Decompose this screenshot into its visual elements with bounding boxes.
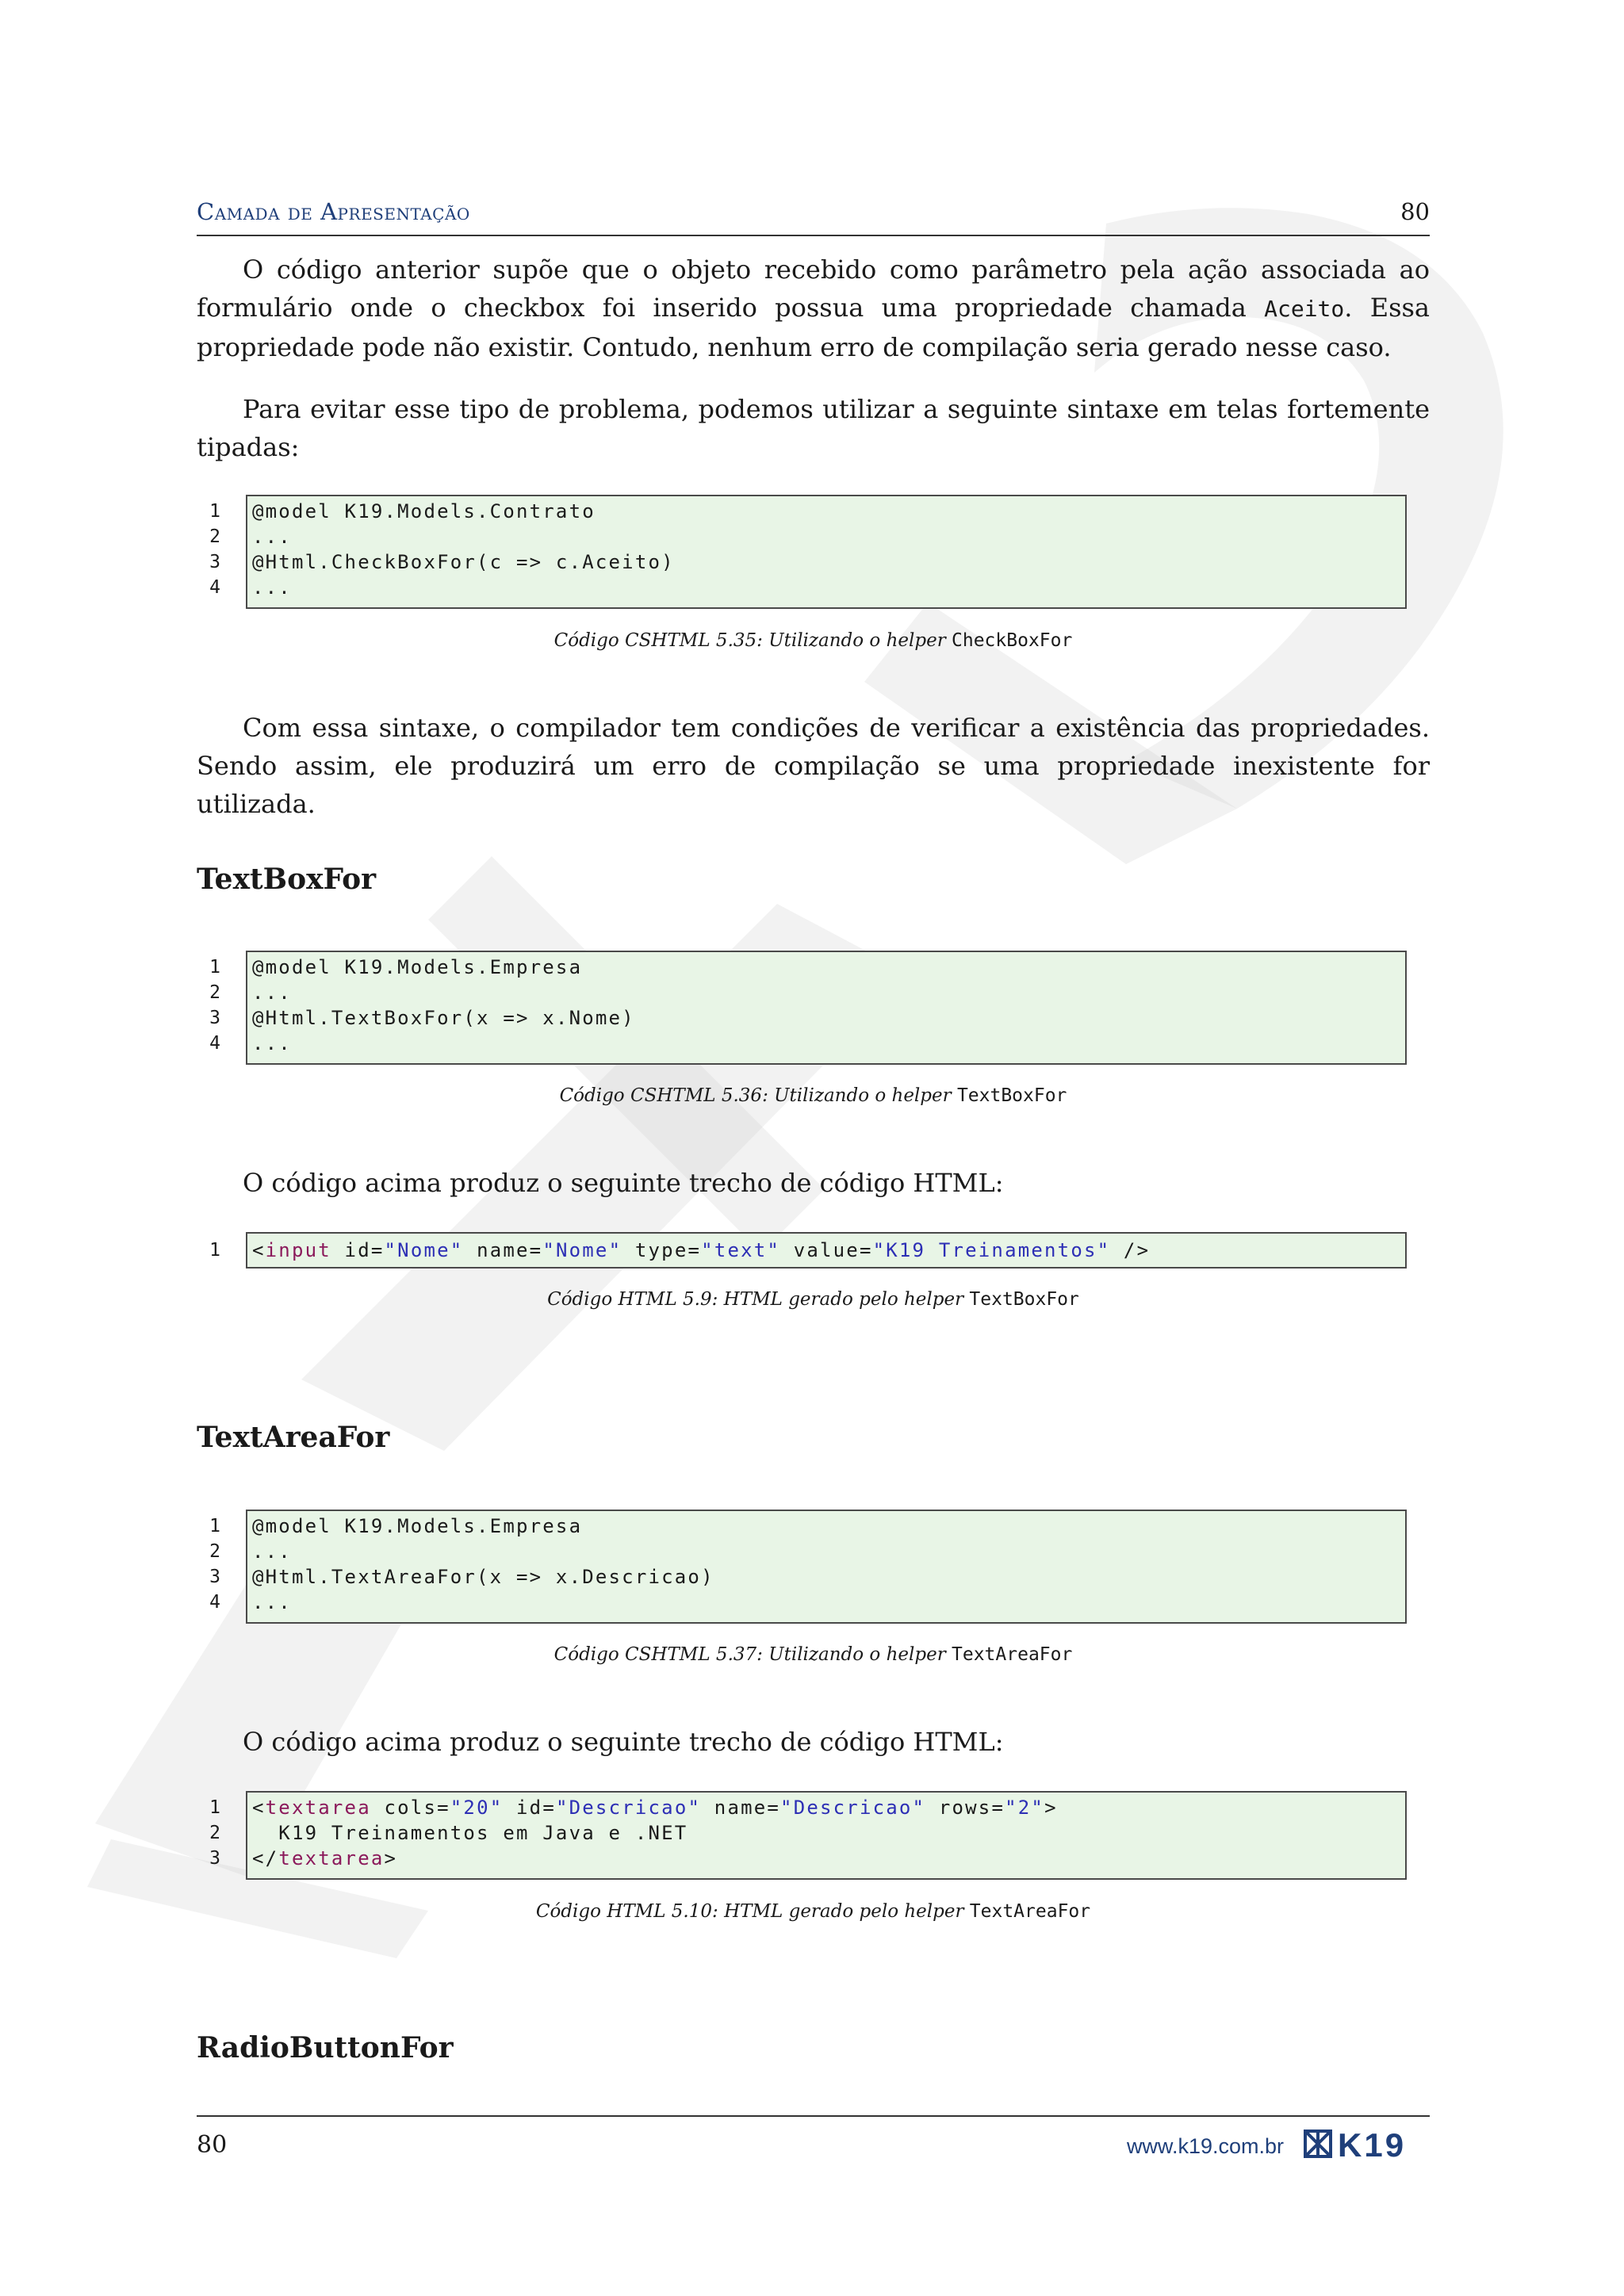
paragraph-html-output-1: O código acima produz o seguinte trecho de código HTML: [243,1168,1004,1198]
k19-logo [1303,2126,1430,2161]
line-number: 1 [209,957,220,978]
token-string: "Nome" [384,1239,464,1261]
token: rows= [925,1797,1005,1819]
token: id= [331,1239,385,1261]
intro-paragraph-2: Para evitar esse tipo de problema, podemos utilizar a seguinte sintaxe em telas fortemente tipadas: [197,394,1430,462]
intro-text-a: O código anterior supõe que o objeto recebido como parâmetro pela ação associada ao formulário onde o checkbox foi inserido possua uma propriedade chamada [197,254,1430,323]
code-line [197,1795,1430,1820]
line-number: 3 [209,1848,220,1869]
token-tag: input [265,1239,331,1261]
code-text [252,1846,397,1871]
token-string: "20" [450,1797,504,1819]
code-line [197,499,1430,524]
code-text: ... [252,526,292,548]
token: id= [503,1797,556,1819]
token: type= [622,1239,702,1261]
heading-radiobuttonfor: RadioButtonFor [197,2031,454,2064]
code-line [197,1820,1430,1846]
code-line [197,1031,1430,1056]
code-text: ... [252,576,292,599]
caption-text: Código CSHTML 5.36: Utilizando o helper [559,1085,952,1106]
token-string: "2" [1005,1797,1045,1819]
caption-5-37 [197,1644,1430,1665]
line-number: 2 [209,1823,220,1843]
footer-url-link[interactable]: www.k19.com.br [1126,2134,1284,2158]
line-number: 2 [209,526,220,547]
token: name= [463,1239,543,1261]
inline-code-aceito: Aceito [1264,296,1345,322]
code-line [197,1513,1430,1539]
line-number: 3 [209,1008,220,1028]
code-line [197,1539,1430,1564]
caption-code: TextAreaFor [952,1644,1073,1665]
token: < [252,1797,266,1819]
code-line [197,575,1430,600]
chapter-title: Camada de Apresentação [197,198,470,225]
code-line [197,524,1430,549]
code-text: ... [252,1591,292,1613]
line-number: 2 [209,982,220,1003]
token-string: "text" [701,1239,781,1261]
caption-code: CheckBoxFor [952,630,1073,651]
token: </ [252,1847,279,1869]
token-string: "Descricao" [555,1797,702,1819]
code-line [197,1005,1430,1031]
footer-rule [197,2115,1430,2117]
token: > [384,1847,398,1869]
token: < [252,1239,266,1261]
code-text: @Html.CheckBoxFor(c => c.Aceito) [252,551,675,573]
line-number: 3 [209,552,220,572]
code-text [252,1238,1150,1263]
token: /> [1110,1239,1151,1261]
caption-code: TextBoxFor [956,1085,1067,1106]
code-text: @model K19.Models.Contrato [252,500,596,522]
code-line [197,1590,1430,1615]
footer-page-number: 80 [197,2131,228,2159]
heading-textboxfor: TextBoxFor [197,863,377,896]
caption-html-5-10 [197,1901,1430,1922]
caption-code: TextBoxFor [969,1289,1079,1310]
caption-text: Código HTML 5.9: HTML gerado pelo helper [547,1289,964,1310]
code-line [197,1564,1430,1590]
code-text: ... [252,1032,292,1054]
code-line [197,1846,1430,1871]
code-text [252,1795,1058,1820]
caption-text: Código HTML 5.10: HTML gerado pelo helper [535,1901,964,1922]
caption-html-5-9 [197,1289,1430,1310]
intro-paragraph-1 [197,251,1430,366]
caption-text: Código CSHTML 5.35: Utilizando o helper [553,630,946,651]
token-string: "K19 Treinamentos" [872,1239,1111,1261]
intro-text-b: . Essa propriedade pode não existir. Contudo, nenhum erro de compilação seria gerado nesse caso. [197,293,1431,362]
code-text: @Html.TextAreaFor(x => x.Descricao) [252,1566,714,1588]
code-line [197,955,1430,980]
code-text: ... [252,982,292,1004]
k19-logo-text: K19 [1338,2126,1407,2161]
token-string: "Nome" [542,1239,622,1261]
paragraph-compiler-check: Com essa sintaxe, o compilador tem condições de verificar a existência das propriedades. Sendo assim, ele produzirá um erro de compilação se uma propriedade inexistente for utilizada. [197,713,1430,819]
caption-code: TextAreaFor [969,1901,1091,1922]
line-number: 1 [209,1240,220,1261]
paragraph-html-output-2: O código acima produz o seguinte trecho de código HTML: [243,1727,1004,1757]
code-line [197,980,1430,1005]
line-number: 1 [209,1797,220,1818]
code-text: @Html.TextBoxFor(x => x.Nome) [252,1007,635,1029]
code-text: @model K19.Models.Empresa [252,956,583,978]
heading-textareafor: TextAreaFor [197,1421,390,1454]
line-number: 4 [209,1033,220,1054]
code-line [197,1238,1430,1263]
caption-text: Código CSHTML 5.37: Utilizando o helper [553,1644,946,1665]
line-number: 3 [209,1567,220,1587]
code-text: ... [252,1540,292,1563]
line-number: 1 [209,501,220,522]
line-number: 2 [209,1541,220,1562]
running-header [197,198,1430,236]
caption-5-35 [197,630,1430,651]
token-string: "Descricao" [780,1797,926,1819]
header-page-number: 80 [1400,198,1430,225]
code-text: K19 Treinamentos em Java e .NET [252,1822,688,1844]
token: value= [780,1239,873,1261]
line-number: 4 [209,577,220,598]
token-tag: textarea [278,1847,385,1869]
token: name= [701,1797,781,1819]
code-line [197,549,1430,575]
token: cols= [370,1797,450,1819]
token: > [1044,1797,1058,1819]
token-tag: textarea [265,1797,371,1819]
code-text: @model K19.Models.Empresa [252,1515,583,1537]
line-number: 4 [209,1592,220,1613]
document-page [197,0,1430,2296]
line-number: 1 [209,1516,220,1536]
caption-5-36 [197,1085,1430,1106]
